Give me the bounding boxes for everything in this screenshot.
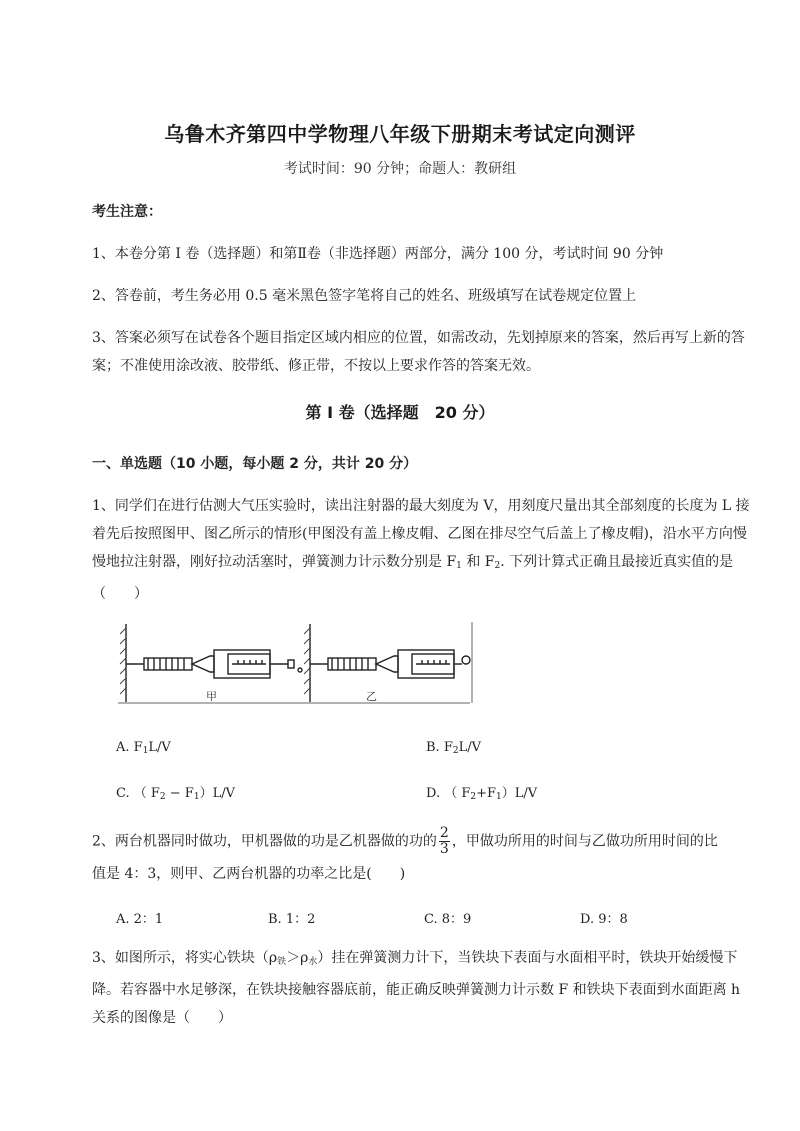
q1-text: 1、同学们在进行估测大气压实验时，读出注射器的最大刻度为 V，用刻度尺量出其全部刻度的长度为 L 接着先后按照图甲、图乙所示的情形(甲图没有盖上橡皮帽、乙图在排尽空气后盖上了橡皮帽)，沿水平方向慢慢地拉注射器，刚好拉动活塞时，弹簧测力计示数分别是 F xyxy=(92,498,750,570)
option-sub: 1 xyxy=(496,792,502,802)
option-text: − F xyxy=(165,786,194,801)
option-text: +F xyxy=(476,786,497,801)
q2-option-b[interactable]: B. 1：2 xyxy=(268,912,316,927)
fraction xyxy=(439,826,450,857)
question-3 xyxy=(92,944,752,1032)
option-text: A. F xyxy=(116,740,143,755)
q1-option-b[interactable] xyxy=(426,740,481,756)
q1-text: . 下列计算式正确且最接近真实值的是（ ） xyxy=(92,554,734,602)
q3-text: ）挂在弹簧测力计下，当铁块下表面与水面相平时，铁块开始缓慢下降。若容器中水足够深，在铁块接触容器底前，能正确反映弹簧测力计示数 F 和铁块下表面到水面距离 h 关系的图像是（ ） xyxy=(92,950,741,1026)
option-text: C. （ F xyxy=(116,786,160,801)
option-sub: 1 xyxy=(193,792,200,802)
page-title: 乌鲁木齐第四中学物理八年级下册期末考试定向测评 xyxy=(164,122,636,146)
fraction-numerator: 2 xyxy=(439,825,449,841)
q1-option-c[interactable] xyxy=(116,782,235,802)
notice-item: 1、本卷分第 I 卷（选择题）和第Ⅱ卷（非选择题）两部分，满分 100 分，考试时间 90 分钟 xyxy=(92,246,664,262)
q1-sub: 1 xyxy=(456,561,462,571)
q1-text: 和 F xyxy=(461,554,495,570)
q2-text: ，甲做功所用的时间与乙做功所用时间的比 xyxy=(451,833,718,850)
figure-label-yi: 乙 xyxy=(366,690,377,703)
q3-sub: 铁 xyxy=(277,957,287,967)
q2-text-line2: 值是 4：3，则甲、乙两台机器的功率之比是( ) xyxy=(92,866,406,882)
option-text: D. （ F xyxy=(426,786,471,801)
syringe-experiment-figure xyxy=(118,618,478,710)
option-text: ）L/V xyxy=(199,786,235,801)
option-sub: 1 xyxy=(142,746,149,756)
q2-text: 2、两台机器同时做功，甲机器做的功是乙机器做的功的 xyxy=(92,833,437,850)
option-sub: 2 xyxy=(159,792,166,802)
notice-item: 3、答案必须写在试卷各个题目指定区域内相应的位置，如需改动，先划掉原来的答案，然后再写上新的答案；不准使用涂改液、胶带纸、修正带，不按以上要求作答的答案无效。 xyxy=(92,330,745,374)
option-text: L/V xyxy=(148,740,171,755)
q1-sub: 2 xyxy=(494,561,501,571)
q2-option-d[interactable]: D. 9：8 xyxy=(580,912,628,927)
q1-option-d[interactable] xyxy=(426,782,537,802)
q2-option-a[interactable]: A. 2：1 xyxy=(116,912,164,927)
question-2 xyxy=(92,826,752,857)
figure-label-jia: 甲 xyxy=(206,690,217,703)
question-1 xyxy=(92,492,752,608)
part-heading: 一、单选题（10 小题，每小题 2 分，共计 20 分） xyxy=(92,456,418,472)
exam-info: 考试时间：90 分钟；命题人：教研组 xyxy=(283,161,517,177)
option-text: B. F xyxy=(426,740,453,755)
notice-heading: 考生注意： xyxy=(92,204,162,220)
q2-option-c[interactable]: C. 8：9 xyxy=(424,912,472,927)
q1-option-a[interactable] xyxy=(116,740,171,756)
notice-item: 2、答卷前，考生务必用 0.5 毫米黑色签字笔将自己的姓名、班级填写在试卷规定位置上 xyxy=(92,288,637,304)
option-text: L/V xyxy=(458,740,481,755)
fraction-denominator: 3 xyxy=(439,841,449,857)
option-sub: 2 xyxy=(470,792,477,802)
q3-text: ＞ρ xyxy=(286,950,309,966)
section-title: 第 I 卷（选择题 20 分） xyxy=(305,403,495,422)
q3-sub: 水 xyxy=(308,957,318,967)
q3-text: 3、如图所示，将实心铁块（ρ xyxy=(92,950,278,966)
option-sub: 2 xyxy=(452,746,459,756)
option-text: ）L/V xyxy=(501,786,538,801)
